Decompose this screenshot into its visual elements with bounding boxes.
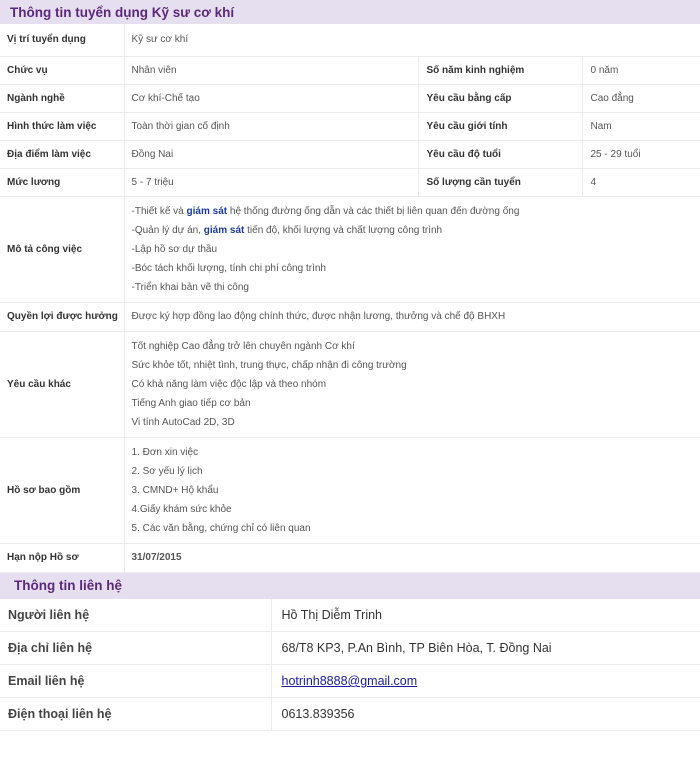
contact-info-table — [0, 599, 700, 732]
row-salary — [0, 168, 700, 196]
description-line: -Triển khai bản vẽ thi công — [131, 281, 249, 293]
salary-value: 5 - 7 triệu — [124, 168, 418, 196]
description-line: -Thiết kế và giám sát hệ thống đường ống dẫn và các thiết bị liên quan đến đường ống — [131, 205, 520, 217]
requirement-line: Vi tính AutoCad 2D, 3D — [131, 416, 235, 428]
deadline-value: 31/07/2015 — [124, 543, 700, 572]
row-benefits — [0, 302, 700, 331]
experience-value: 0 năm — [582, 56, 700, 84]
benefits-label: Quyền lợi được hưởng — [0, 302, 124, 331]
requirements-value — [124, 331, 700, 437]
contact-address-value: 68/T8 KP3, P.An Bình, TP Biên Hòa, T. Đồng Nai — [271, 632, 700, 665]
gender-label: Yêu cầu giới tính — [418, 112, 582, 140]
row-work-type — [0, 112, 700, 140]
description-line: -Quản lý dự án, giám sát tiến độ, khối lượng và chất lượng công trình — [131, 224, 443, 236]
row-contact-address — [0, 632, 700, 665]
rank-label: Chức vụ — [0, 56, 124, 84]
location-value: Đồng Nai — [124, 140, 418, 168]
row-deadline — [0, 543, 700, 572]
description-label: Mô tả công việc — [0, 196, 124, 302]
requirement-line: Tiếng Anh giao tiếp cơ bản — [131, 397, 251, 409]
experience-label: Số năm kinh nghiệm — [418, 56, 582, 84]
row-rank — [0, 56, 700, 84]
row-documents — [0, 437, 700, 543]
age-label: Yêu cầu độ tuổi — [418, 140, 582, 168]
contact-address-label: Địa chỉ liên hệ — [0, 632, 271, 665]
position-label: Vị trí tuyển dụng — [0, 24, 124, 56]
row-contact-person — [0, 599, 700, 632]
rank-value: Nhân viên — [124, 56, 418, 84]
location-label: Địa điểm làm việc — [0, 140, 124, 168]
document-line: 5. Các văn bằng, chứng chỉ có liên quan — [131, 522, 311, 534]
headcount-value: 4 — [582, 168, 700, 196]
document-line: 2. Sơ yếu lý lịch — [131, 465, 203, 477]
row-requirements — [0, 331, 700, 437]
age-value: 25 - 29 tuổi — [582, 140, 700, 168]
document-line: 4.Giấy khám sức khỏe — [131, 503, 232, 515]
documents-value — [124, 437, 700, 543]
headcount-label: Số lượng cần tuyển — [418, 168, 582, 196]
deadline-label: Hạn nộp Hồ sơ — [0, 543, 124, 572]
contact-phone-label: Điện thoại liên hệ — [0, 698, 271, 731]
degree-label: Yêu cầu bằng cấp — [418, 84, 582, 112]
contact-email-label: Email liên hệ — [0, 665, 271, 698]
contact-person-value: Hồ Thị Diễm Trinh — [271, 599, 700, 632]
industry-label: Ngành nghề — [0, 84, 124, 112]
position-value: Kỹ sư cơ khí — [124, 24, 700, 56]
requirement-line: Sức khỏe tốt, nhiệt tình, trung thực, chấp nhận đi công trường — [131, 359, 407, 371]
requirement-line: Có khả năng làm việc độc lập và theo nhóm — [131, 378, 327, 390]
requirement-line: Tốt nghiệp Cao đẳng trở lên chuyên ngành Cơ khí — [131, 340, 355, 352]
salary-label: Mức lương — [0, 168, 124, 196]
description-line: -Lập hồ sơ dự thầu — [131, 243, 218, 255]
work-type-label: Hình thức làm việc — [0, 112, 124, 140]
row-position — [0, 24, 700, 56]
industry-value: Cơ khí-Chế tạo — [124, 84, 418, 112]
row-description — [0, 196, 700, 302]
row-industry — [0, 84, 700, 112]
requirements-label: Yêu cầu khác — [0, 331, 124, 437]
contact-phone-value: 0613.839356 — [271, 698, 700, 731]
benefits-value: Được ký hợp đồng lao động chính thức, được nhận lương, thưởng và chế độ BHXH — [124, 302, 700, 331]
description-value — [124, 196, 700, 302]
row-contact-email — [0, 665, 700, 698]
contact-section-title: Thông tin liên hệ — [0, 573, 700, 599]
job-info-table — [0, 24, 700, 573]
job-section-title: Thông tin tuyển dụng Kỹ sư cơ khí — [0, 0, 700, 24]
contact-email-link[interactable]: hotrinh8888@gmail.com — [281, 674, 418, 688]
degree-value: Cao đẳng — [582, 84, 700, 112]
document-line: 3. CMND+ Hộ khẩu — [131, 484, 219, 496]
gender-value: Nam — [582, 112, 700, 140]
contact-person-label: Người liên hệ — [0, 599, 271, 632]
document-line: 1. Đơn xin việc — [131, 446, 199, 458]
documents-label: Hồ sơ bao gồm — [0, 437, 124, 543]
work-type-value: Toàn thời gian cố định — [124, 112, 418, 140]
row-location — [0, 140, 700, 168]
row-contact-phone — [0, 698, 700, 731]
contact-email-cell — [271, 665, 700, 698]
description-line: -Bóc tách khối lượng, tính chi phí công trình — [131, 262, 326, 274]
